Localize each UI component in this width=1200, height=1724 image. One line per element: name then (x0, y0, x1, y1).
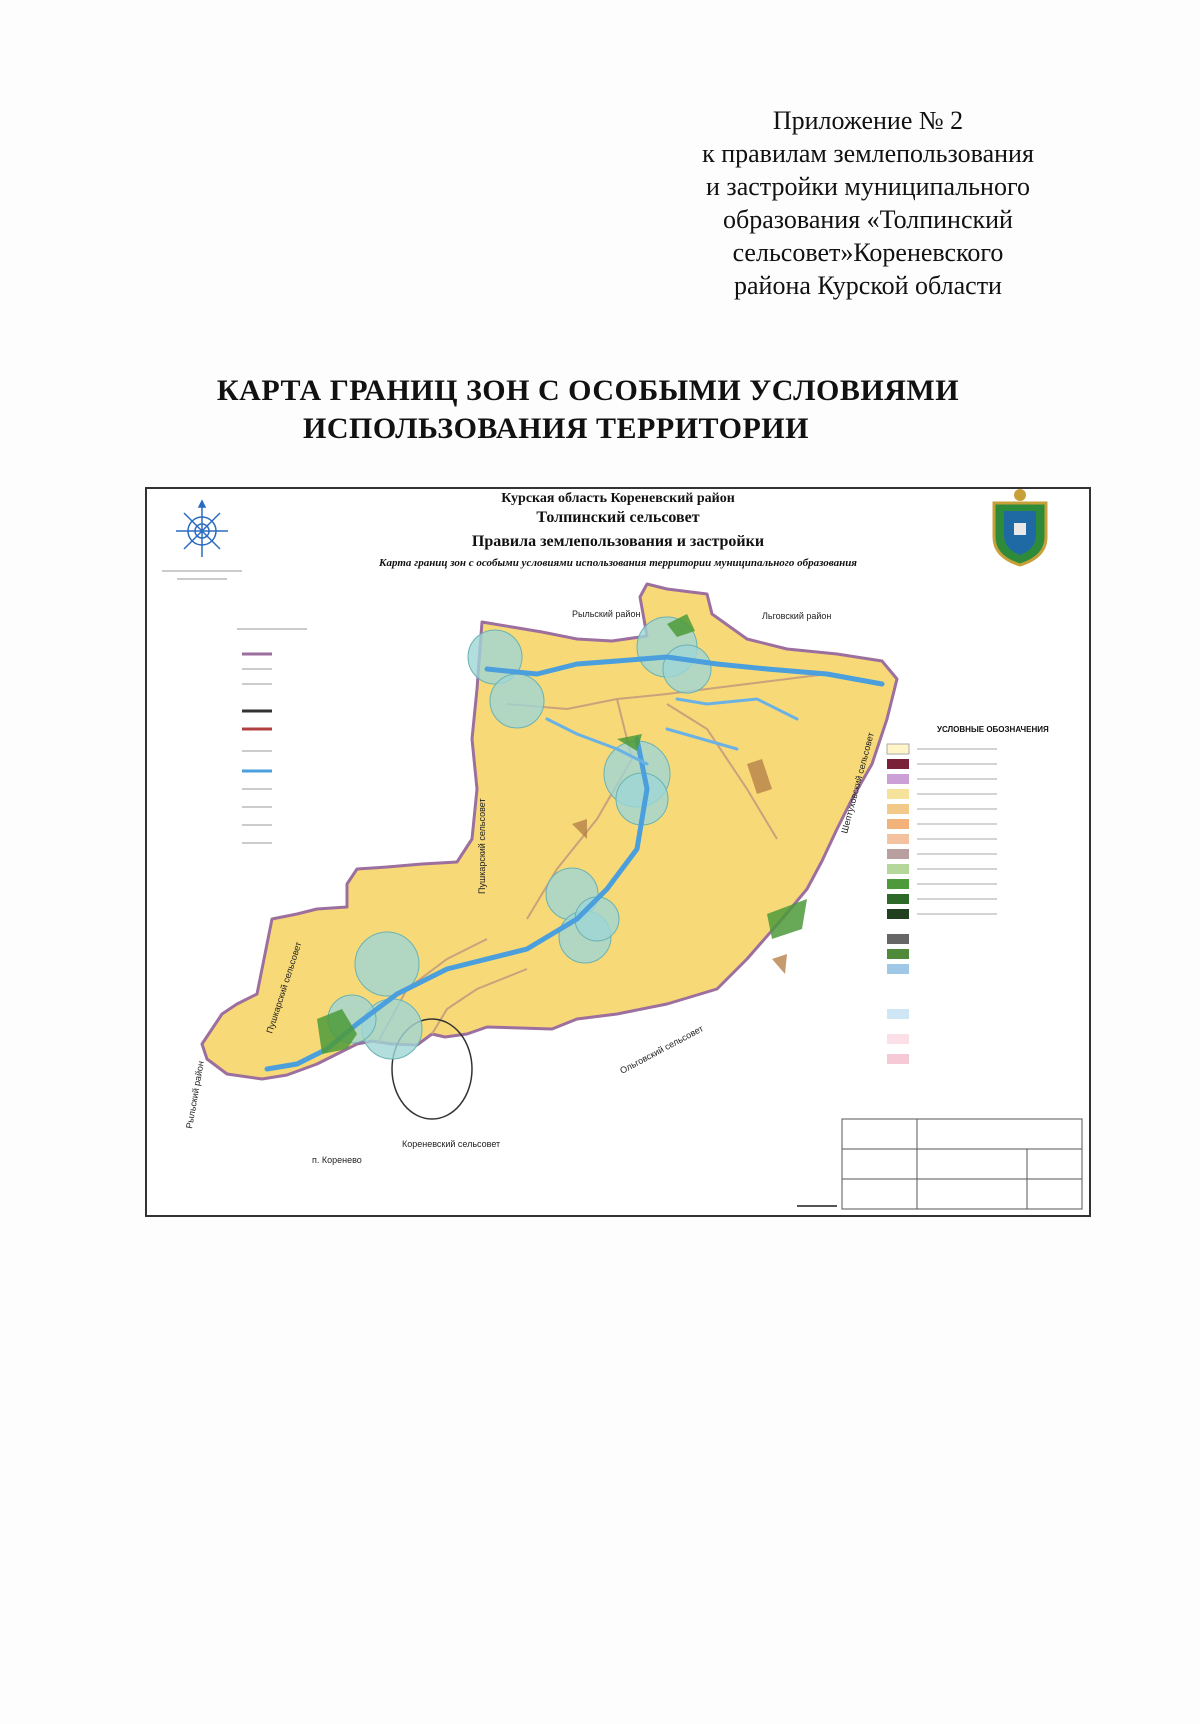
label-korenevsky: Кореневский сельсовет (402, 1139, 501, 1149)
label-pushkarsky-left: Пушкарский сельсовет (264, 940, 304, 1035)
legend-title: УСЛОВНЫЕ ОБОЗНАЧЕНИЯ (937, 725, 1049, 734)
map-drawing (147, 489, 1089, 1215)
map-rules-heading: Правила землепользования и застройки (471, 533, 765, 550)
map-image (145, 487, 1091, 1217)
document-title-line-2: ИСПОЛЬЗОВАНИЯ ТЕРРИТОРИИ (303, 412, 809, 445)
map-region-heading: Курская область Кореневский район (501, 491, 735, 506)
document-title-line-1: КАРТА ГРАНИЦ ЗОН С ОСОБЫМИ УСЛОВИЯМИ (216, 374, 960, 407)
protection-zone (490, 674, 544, 728)
map-subtitle: Карта границ зон с особыми условиями использования территории муниципального образования (379, 557, 857, 569)
appendix-line-2: к правилам землепользования (702, 139, 1034, 168)
appendix-line-1: Приложение № 2 (772, 106, 964, 135)
legend-right (887, 744, 997, 1064)
label-rylsky-left: Рыльский район (184, 1060, 206, 1130)
appendix-line-4: образования «Толпинский (723, 205, 1013, 234)
label-lgovsky: Льговский район (762, 611, 832, 621)
label-olgovsky: Ольговский сельсовет (618, 1023, 705, 1076)
title-block (842, 1119, 1082, 1209)
label-rylsky-top: Рыльский район (572, 609, 641, 619)
protection-zone (663, 645, 711, 693)
label-pushkarsky-mid: Пушкарский сельсовет (477, 798, 487, 894)
label-sheptukhovsky: Шептуховский сельсовет (839, 731, 876, 835)
appendix-line-6: района Курской области (734, 271, 1002, 300)
settlement-territory (202, 584, 897, 1079)
label-korenevo: п. Коренево (312, 1155, 362, 1165)
protection-zone (575, 897, 619, 941)
appendix-line-3: и застройки муниципального (706, 172, 1030, 201)
legend-left (237, 629, 307, 843)
map-council-heading: Толпинский сельсовет (536, 509, 700, 526)
appendix-note (658, 104, 1078, 302)
document-title (0, 372, 1200, 448)
appendix-line-5: сельсовет»Кореневского (732, 238, 1004, 267)
